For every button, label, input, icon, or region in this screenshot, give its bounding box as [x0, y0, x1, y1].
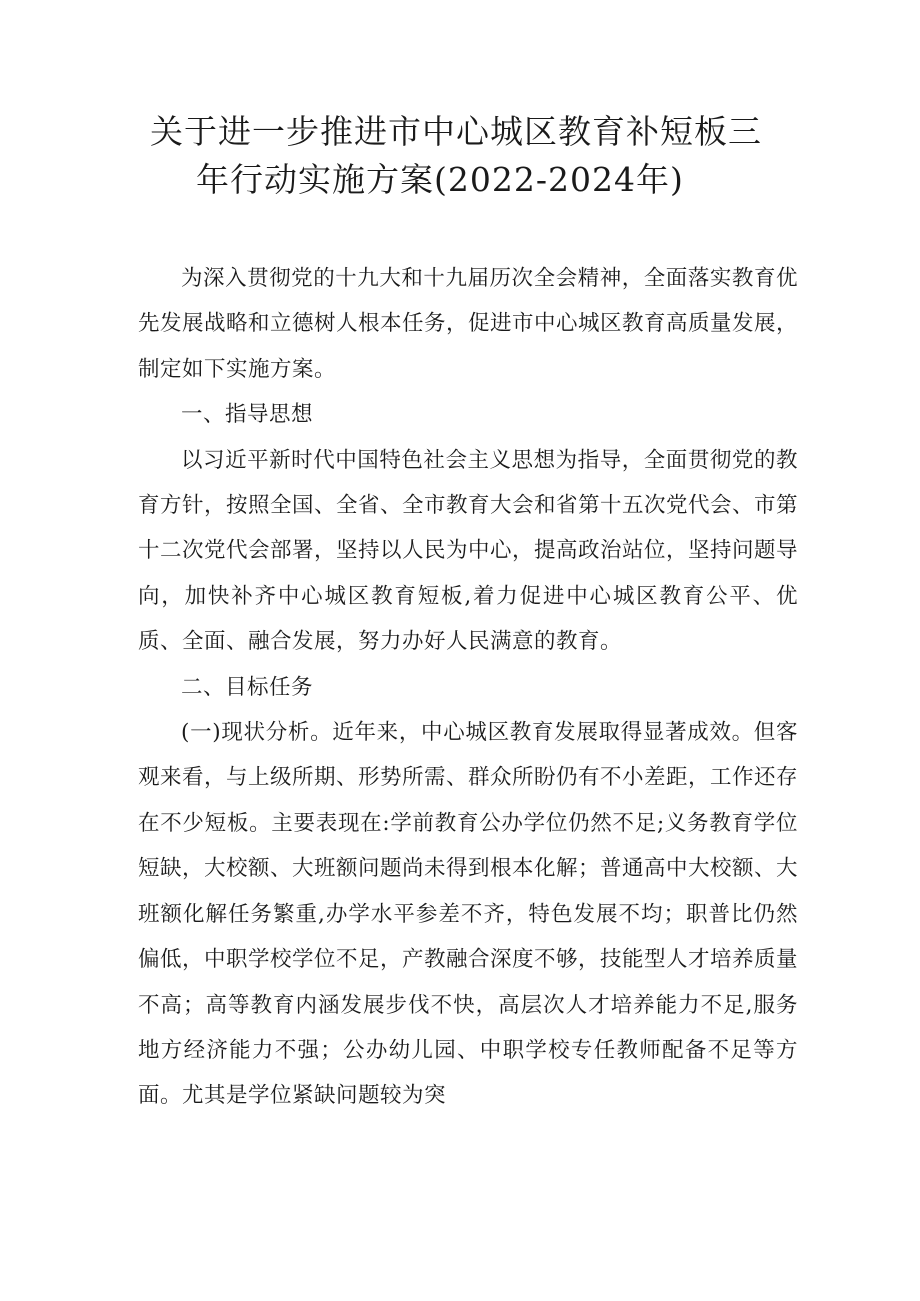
status-analysis-paragraph: (一)现状分析。近年来，中心城区教育发展取得显著成效。但客观来看，与上级所期、形势所需、群众所盼仍有不小差距，工作还存在不少短板。主要表现在:学前教育公办学位仍然不足;义务教育学位短缺，大校额、大班额问题尚未得到根本化解；普通高中大校额、大班额化解任务繁重,办学水平参差不齐，特色发展不均；职普比仍然偏低，中职学校学位不足，产教融合深度不够，技能型人才培养质量不高；高等教育内涵发展步伐不快，高层次人才培养能力不足,服务地方经济能力不强；公办幼儿园、中职学校专任教师配备不足等方面。尤其是学位紧缺问题较为突	[138, 720, 799, 1109]
section-heading-guiding-thought: 一、指导思想	[181, 402, 314, 428]
guiding-thought-paragraph: 以习近平新时代中国特色社会主义思想为指导，全面贯彻党的教育方针，按照全国、全省、全市教育大会和省第十五次党代会、市第十二次党代会部署，坚持以人民为中心，提高政治站位，坚持问题导向，加快补齐中心城区教育短板,着力促进中心城区教育公平、优质、全面、融合发展，努力办好人民满意的教育。	[138, 447, 799, 655]
title-line-1: 关于进一步推进市中心城区教育补短板三	[150, 112, 762, 151]
intro-paragraph: 为深入贯彻党的十九大和十九届历次全会精神，全面落实教育优先发展战略和立德树人根本任务，促进市中心城区教育高质量发展，制定如下实施方案。	[138, 266, 799, 382]
title-line-2: 年行动实施方案(2022-2024年)	[196, 160, 684, 199]
document-title	[130, 108, 810, 204]
document-body	[138, 256, 798, 1119]
section-heading-goals-tasks: 二、目标任务	[181, 674, 314, 700]
